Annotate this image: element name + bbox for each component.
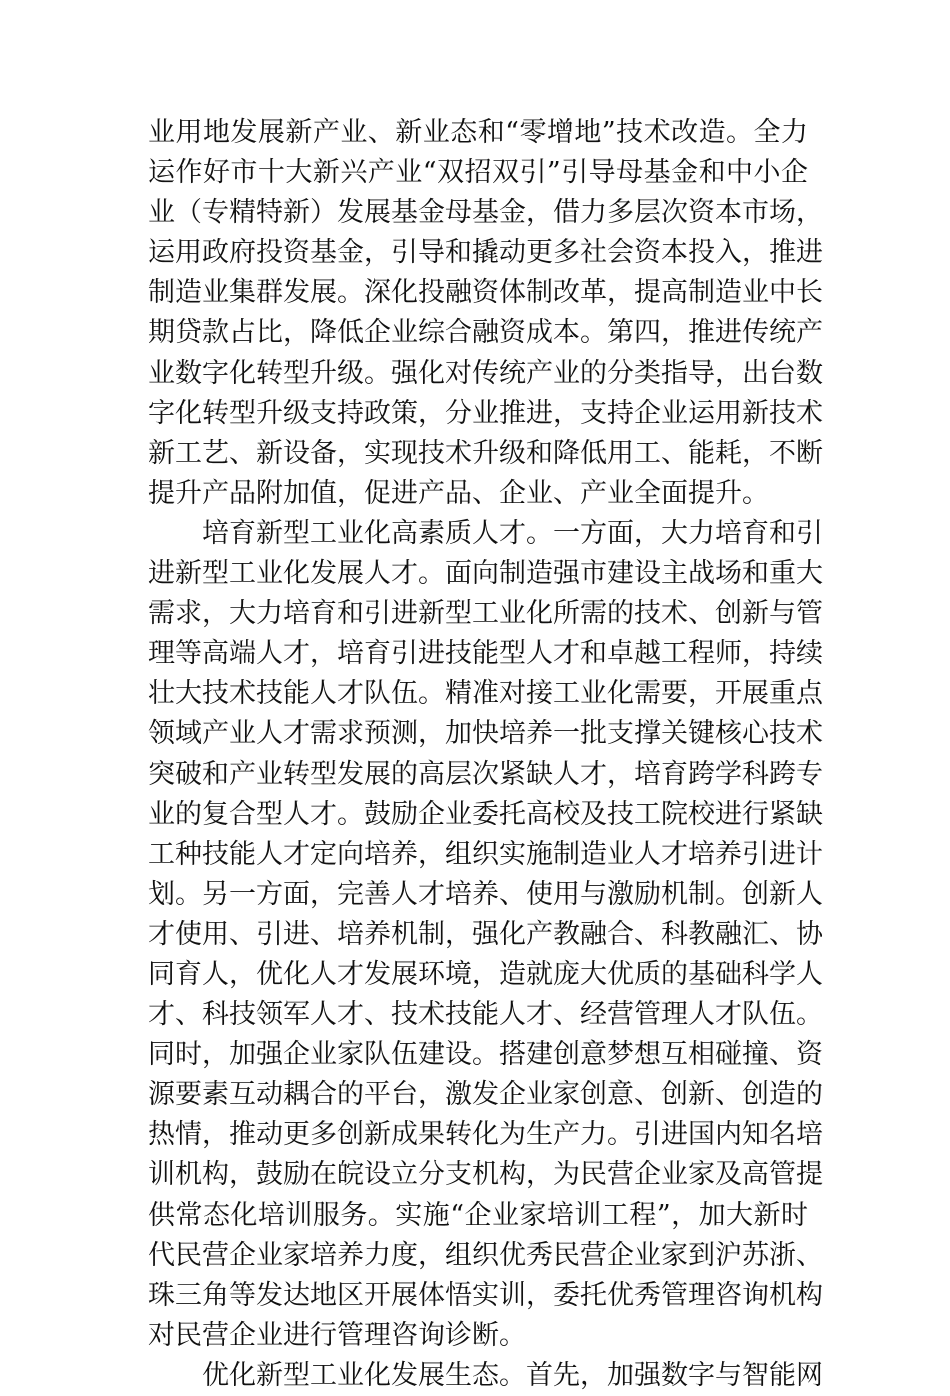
paragraph-line: 字化转型升级支持政策，分业推进，支持企业运用新技术 <box>148 397 823 429</box>
paragraph-line: 才使用、引进、培养机制，强化产教融合、科教融汇、协 <box>148 918 823 950</box>
paragraph-line: 领域产业人才需求预测，加快培养一批支撑关键核心技术 <box>148 718 823 750</box>
paragraph-line: 工种技能人才定向培养，组织实施制造业人才培养引进计 <box>148 838 823 870</box>
paragraph-line: 壮大技术技能人才队伍。精准对接工业化需要，开展重点 <box>148 678 823 710</box>
paragraph-line: 制造业集群发展。深化投融资体制改革，提高制造业中长 <box>148 277 823 309</box>
paragraph-first-line: 培育新型工业化高素质人才。一方面，大力培育和引 <box>202 517 823 549</box>
paragraph-line: 代民营企业家培养力度，组织优秀民营企业家到沪苏浙、 <box>148 1239 823 1271</box>
paragraph-line: 进新型工业化发展人才。面向制造强市建设主战场和重大 <box>148 558 823 590</box>
document-body <box>148 113 823 1396</box>
paragraph-line: 运用政府投资基金，引导和撬动更多社会资本投入，推进 <box>148 237 823 269</box>
paragraph-line: 才、科技领军人才、技术技能人才、经营管理人才队伍。 <box>148 999 823 1031</box>
paragraph-line: 珠三角等发达地区开展体悟实训，委托优秀管理咨询机构 <box>148 1279 823 1311</box>
paragraph-line: 业用地发展新产业、新业态和“零增地”技术改造。全力 <box>148 117 808 148</box>
paragraph-line: 同时，加强企业家队伍建设。搭建创意梦想互相碰撞、资 <box>148 1039 823 1071</box>
paragraph-line: 源要素互动耦合的平台，激发企业家创意、创新、创造的 <box>148 1079 823 1111</box>
paragraph-line: 新工艺、新设备，实现技术升级和降低用工、能耗，不断 <box>148 437 823 469</box>
paragraph-line: 对民营企业进行管理咨询诊断。 <box>148 1319 526 1351</box>
paragraph-line: 业（专精特新）发展基金母基金，借力多层次资本市场， <box>148 197 823 229</box>
paragraph-line: 训机构，鼓励在皖设立分支机构，为民营企业家及高管提 <box>148 1159 823 1191</box>
paragraph-line: 期贷款占比，降低企业综合融资成本。第四，推进传统产 <box>148 317 823 349</box>
paragraph-line: 需求，大力培育和引进新型工业化所需的技术、创新与管 <box>148 598 823 630</box>
paragraph-line: 业的复合型人才。鼓励企业委托高校及技工院校进行紧缺 <box>148 798 823 830</box>
paragraph-line: 划。另一方面，完善人才培养、使用与激励机制。创新人 <box>148 878 823 910</box>
paragraph-line: 理等高端人才，培育引进技能型人才和卓越工程师，持续 <box>148 638 823 670</box>
paragraph-line: 热情，推动更多创新成果转化为生产力。引进国内知名培 <box>148 1119 823 1151</box>
paragraph-line: 突破和产业转型发展的高层次紧缺人才，培育跨学科跨专 <box>148 758 823 790</box>
paragraph-line: 提升产品附加值，促进产品、企业、产业全面提升。 <box>148 477 769 509</box>
paragraph-first-line: 优化新型工业化发展生态。首先，加强数字与智能网 <box>202 1359 823 1391</box>
paragraph-line: 同育人，优化人才发展环境，造就庞大优质的基础科学人 <box>148 958 823 990</box>
paragraph-line: 运作好市十大新兴产业“双招双引”引导母基金和中小企 <box>148 157 808 189</box>
paragraph-line: 供常态化培训服务。实施“企业家培训工程”，加大新时 <box>148 1199 808 1231</box>
paragraph-line: 业数字化转型升级。强化对传统产业的分类指导，出台数 <box>148 357 823 389</box>
